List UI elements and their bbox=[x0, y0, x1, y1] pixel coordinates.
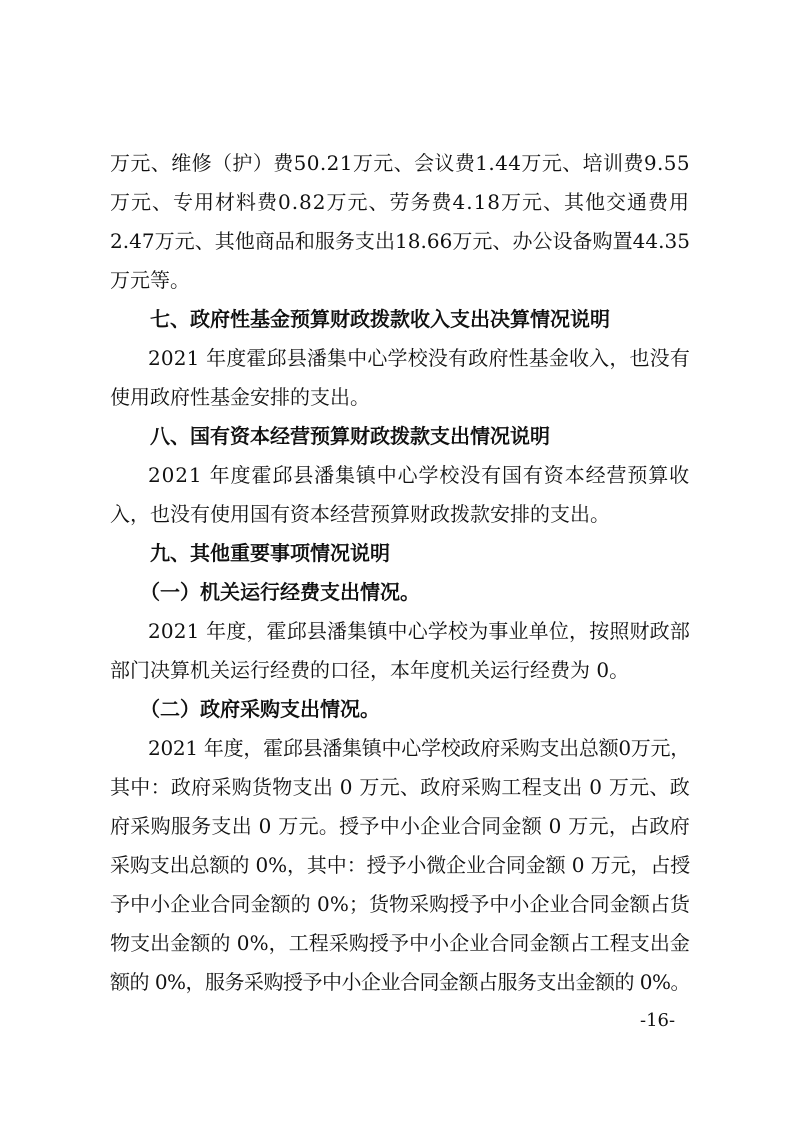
body-line: 使用政府性基金安排的支出。 bbox=[110, 385, 370, 409]
body-line: 额的 0%，服务采购授予中小企业合同金额占服务支出金额的 0%。 bbox=[110, 970, 690, 994]
body-line: 2.47万元、其他商品和服务支出18.66万元、办公设备购置44.35 bbox=[110, 229, 690, 253]
body-line: 其中：政府采购货物支出 0 万元、政府采购工程支出 0 万元、政 bbox=[110, 775, 690, 799]
body-line: 万元等。 bbox=[110, 268, 190, 292]
body-line: 2021 年度霍邱县潘集中心学校没有政府性基金收入，也没有 bbox=[148, 346, 690, 370]
body-line: 予中小企业合同金额的 0%；货物采购授予中小企业合同金额占货 bbox=[110, 892, 690, 916]
body-line: 采购支出总额的 0%，其中：授予小微企业合同金额 0 万元，占授 bbox=[110, 853, 691, 877]
body-line: 部门决算机关运行经费的口径，本年度机关运行经费为 0。 bbox=[110, 658, 630, 682]
body-line: 万元、专用材料费0.82万元、劳务费4.18万元、其他交通费用 bbox=[110, 190, 690, 214]
body-line: 入，也没有使用国有资本经营预算财政拨款安排的支出。 bbox=[110, 502, 610, 526]
section-heading-9: 九、其他重要事项情况说明 bbox=[150, 541, 390, 565]
section-heading-8: 八、国有资本经营预算财政拨款支出情况说明 bbox=[150, 424, 550, 448]
subsection-heading-2: （二）政府采购支出情况。 bbox=[140, 697, 380, 721]
body-line: 2021 年度霍邱县潘集镇中心学校没有国有资本经营预算收 bbox=[148, 463, 690, 487]
body-line: 物支出金额的 0%，工程采购授予中小企业合同金额占工程支出金 bbox=[110, 931, 690, 955]
section-heading-7: 七、政府性基金预算财政拨款收入支出决算情况说明 bbox=[150, 307, 610, 331]
body-line: 2021 年度，霍邱县潘集镇中心学校为事业单位，按照财政部 bbox=[148, 619, 690, 643]
body-line: 2021 年度，霍邱县潘集镇中心学校政府采购支出总额0万元， bbox=[148, 736, 690, 760]
subsection-heading-1: （一）机关运行经费支出情况。 bbox=[140, 580, 420, 604]
body-line: 府采购服务支出 0 万元。授予中小企业合同金额 0 万元，占政府 bbox=[110, 814, 690, 838]
body-line: 万元、维修（护）费50.21万元、会议费1.44万元、培训费9.55 bbox=[110, 151, 690, 175]
page-number: -16- bbox=[640, 1010, 676, 1031]
